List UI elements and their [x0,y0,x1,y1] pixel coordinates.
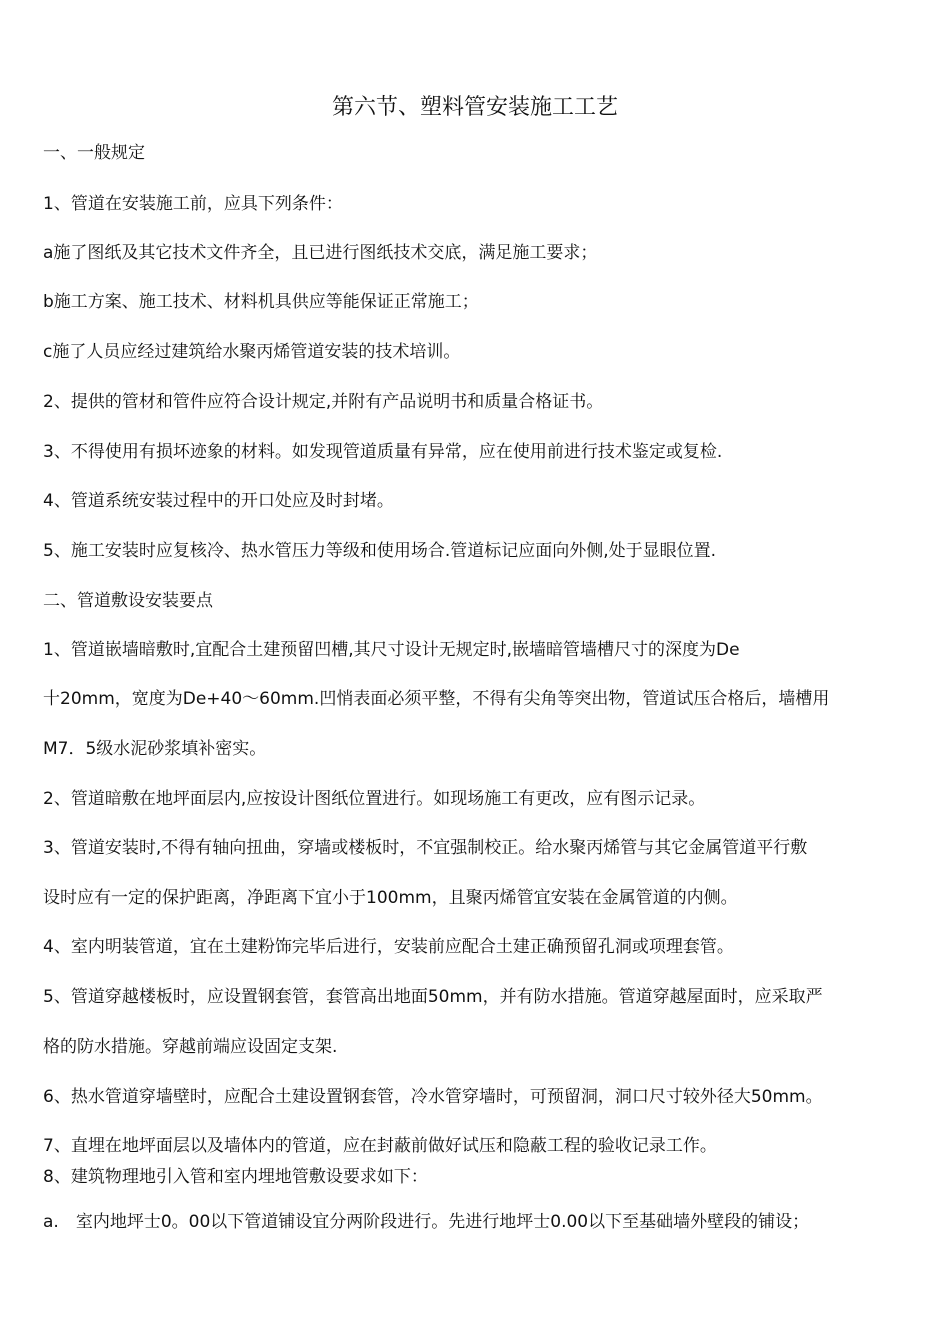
paragraph-line: 5、施工安装时应复核冷、热水管压力等级和使用场合.管道标记应面向外侧,处于显眼位置. [43,541,717,561]
paragraph-line: b施工方案、施工技术、材料机具供应等能保证正常施工； [43,292,479,312]
document-title: 第六节、塑料管安装施工工艺 [331,95,618,120]
paragraph-line: 3、不得使用有损坏迹象的材料。如发现管道质量有异常，应在使用前进行技术鉴定或复检. [43,442,723,462]
paragraph-line: 5、管道穿越楼板时，应设置钢套管，套管高出地面50mm，并有防水措施。管道穿越屋面时，应采取严 [43,987,823,1007]
paragraph-line: c施了人员应经过建筑给水聚丙烯管道安装的技术培训。 [43,342,461,362]
paragraph-line: 2、管道暗敷在地坪面层内,应按设计图纸位置进行。如现场施工有更改，应有图示记录。 [43,789,706,809]
paragraph-line: 4、室内明装管道，宜在土建粉饰完毕后进行，安装前应配合土建正确预留孔洞或项理套管。 [43,937,734,957]
paragraph-line: 十20mm，宽度为De+40〜60mm.凹悄表面必须平整，不得有尖角等突出物，管道试压合格后，墙槽用 [43,689,830,709]
paragraph-line: 6、热水管道穿墙壁时，应配合土建设置钢套管，冷水管穿墙时，可预留洞，洞口尺寸较外径大50mm。 [43,1087,823,1107]
paragraph-line: a施了图纸及其它技术文件齐全，且已进行图纸技术交底，满足施工要求； [43,243,598,263]
paragraph-line: 7、直埋在地坪面层以及墙体内的管道，应在封蔽前做好试压和隐蔽工程的验收记录工作。 [43,1136,717,1156]
paragraph-line: M7．5级水泥砂浆填补密实。 [43,739,267,759]
paragraph-line: 8、建筑物理地引入管和室内埋地管敷设要求如下： [43,1167,428,1187]
paragraph-line: 2、提供的管材和管件应符合设计规定,并附有产品说明书和质量合格证书。 [43,392,604,412]
paragraph-line: 格的防水措施。穿越前端应设固定支架. [43,1037,338,1057]
paragraph-line: 1、管道在安装施工前，应具下列条件： [43,194,343,214]
paragraph-line: a. 室内地坪士0。00以下管道铺设宜分两阶段进行。先进行地坪士0.00以下至基础墙外壁段的铺设； [43,1212,810,1232]
paragraph-line: 1、管道嵌墙暗敷时,宜配合土建预留凹槽,其尺寸设计无规定时,嵌墙暗管墙槽尺寸的深度为De [43,640,740,660]
paragraph-line: 3、管道安装时,不得有轴向扭曲，穿墙或楼板时，不宜强制校正。给水聚丙烯管与其它金属管道平行敷 [43,838,808,858]
paragraph-line: 设时应有一定的保护距离，净距离下宜小于100mm，且聚丙烯管宜安装在金属管道的内侧。 [43,888,738,908]
section-heading: 一、一般规定 [43,143,145,163]
paragraph-line: 4、管道系统安装过程中的开口处应及时封堵。 [43,491,394,511]
section-heading: 二、管道敷设安装要点 [43,591,213,611]
